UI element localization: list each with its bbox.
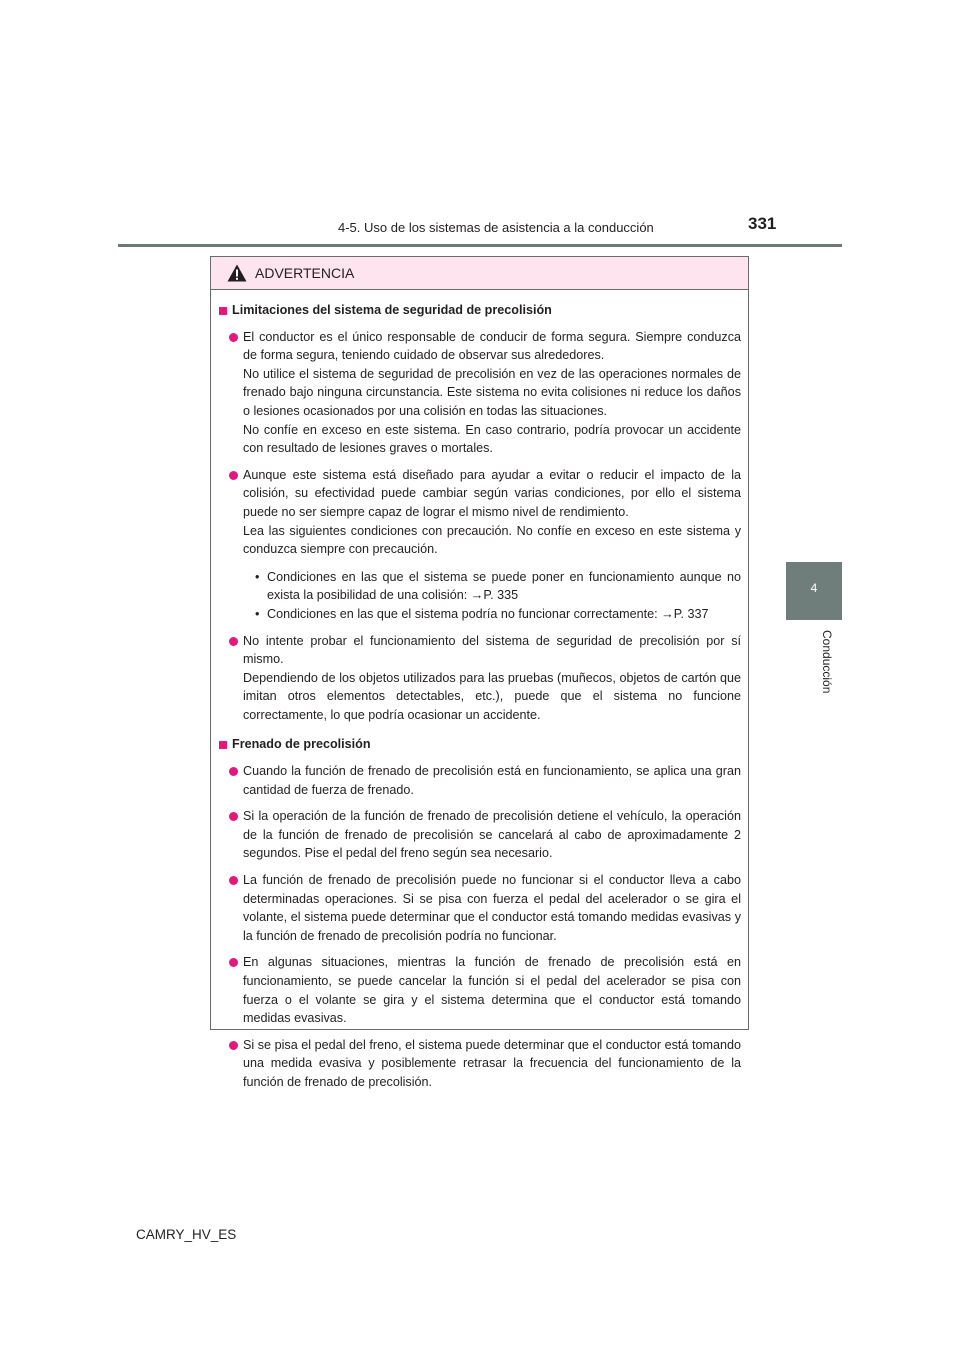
sub-list	[255, 568, 741, 624]
list-item	[243, 1036, 741, 1092]
page-number: 331	[748, 214, 777, 233]
chapter-tab-label: Conducción	[820, 630, 834, 694]
paragraph: No utilice el sistema de seguridad de precolisión en vez de las operaciones normales de frenado bajo ninguna circunstancia. Este sistema no evita colisiones ni reduce los daños o lesiones ocasionados por una colisión en todas las situaciones.	[243, 366, 741, 418]
circle-bullet-icon	[229, 471, 238, 480]
circle-bullet-icon	[229, 767, 238, 776]
paragraph: Dependiendo de los objetos utilizados para las pruebas (muñecos, objetos de cartón que imitan otros elementos detectables, etc.), puede que el sistema no funcione correctamente, lo que podría ocasionar un accidente.	[243, 670, 741, 722]
circle-bullet-icon	[229, 876, 238, 885]
square-bullet-icon	[219, 741, 227, 749]
warning-box	[210, 256, 749, 1089]
list-item	[243, 762, 741, 799]
section-heading-text: Frenado de precolisión	[232, 737, 371, 752]
circle-bullet-icon	[229, 812, 238, 821]
paragraph: No confíe en exceso en este sistema. En caso contrario, podría provocar un accidente con resultado de lesiones graves o mortales.	[243, 422, 741, 456]
warning-header	[211, 257, 748, 290]
paragraph: No intente probar el funcionamiento del sistema de seguridad de precolisión por sí mismo.	[243, 633, 741, 667]
section-heading-text: Limitaciones del sistema de seguridad de precolisión	[232, 303, 552, 317]
document-code: CAMRY_HV_ES	[136, 1227, 237, 1242]
running-header-section: 4-5. Uso de los sistemas de asistencia a la conducción	[338, 220, 654, 235]
section-heading	[219, 301, 741, 320]
paragraph: En algunas situaciones, mientras la función de frenado de precolisión está en funcionamiento, se puede cancelar la función si el pedal del acelerador se pisa con fuerza o el volante se gira y el sistema determina que el conductor está tomando medidas evasivas.	[243, 955, 741, 1026]
sub-list-item	[255, 568, 741, 605]
sub-list-item-text[interactable]: Condiciones en las que el sistema se puede poner en funcionamiento aunque no exista la posibilidad de una colisión: →P. 335	[267, 569, 741, 603]
paragraph: Si se pisa el pedal del freno, el sistema puede determinar que el conductor está tomando una medida evasiva y posiblemente retrasar la frecuencia del funcionamiento de la función de frenado de precolisión.	[243, 1037, 741, 1089]
warning-title: ADVERTENCIA	[255, 265, 355, 281]
warning-triangle-icon	[227, 264, 247, 282]
list-item	[243, 953, 741, 1027]
paragraph: Aunque este sistema está diseñado para ayudar a evitar o reducir el impacto de la colisión, su efectividad puede cambiar según varias condiciones, por ello el sistema puede no ser siempre capaz de lograr el mismo nivel de rendimiento.	[243, 467, 741, 519]
header-divider	[118, 244, 842, 247]
circle-bullet-icon	[229, 958, 238, 967]
square-bullet-icon	[219, 307, 227, 315]
list-item	[243, 632, 741, 725]
sub-bullet: •	[255, 569, 260, 584]
paragraph: El conductor es el único responsable de conducir de forma segura. Siempre conduzca de forma segura, teniendo cuidado de observar sus alrededores.	[243, 329, 741, 363]
circle-bullet-icon	[229, 637, 238, 646]
list-item	[243, 328, 741, 458]
paragraph: Si la operación de la función de frenado de precolisión detiene el vehículo, la operación de la función de frenado de precolisión se cancelará al cabo de aproximadamente 2 segundos. Pise el pedal del freno según sea necesario.	[243, 809, 741, 861]
list-item	[243, 466, 741, 624]
list-item	[243, 807, 741, 863]
chapter-tab-number: 4	[810, 581, 818, 595]
circle-bullet-icon	[229, 1041, 238, 1050]
list-item	[243, 871, 741, 945]
paragraph: Lea las siguientes condiciones con precaución. No confíe en exceso en este sistema y conduzca siempre con precaución.	[243, 523, 741, 557]
sub-list-item	[255, 605, 741, 624]
paragraph: Cuando la función de frenado de precolisión está en funcionamiento, se aplica una gran cantidad de fuerza de frenado.	[243, 764, 741, 797]
sub-list-item-text[interactable]: Condiciones en las que el sistema podría no funcionar correctamente: →P. 337	[267, 606, 709, 621]
paragraph: La función de frenado de precolisión puede no funcionar si el conductor lleva a cabo determinadas operaciones. Si se pisa con fuerza el pedal del acelerador o se gira el volante, el sistema puede determinar que el conductor está tomando medidas evasivas y la función de frenado de precolisión podría no funcionar.	[243, 873, 741, 943]
section-heading	[219, 735, 741, 754]
circle-bullet-icon	[229, 333, 238, 342]
chapter-tab[interactable]	[786, 562, 842, 620]
warning-body	[211, 290, 748, 1092]
sub-bullet: •	[255, 606, 260, 621]
